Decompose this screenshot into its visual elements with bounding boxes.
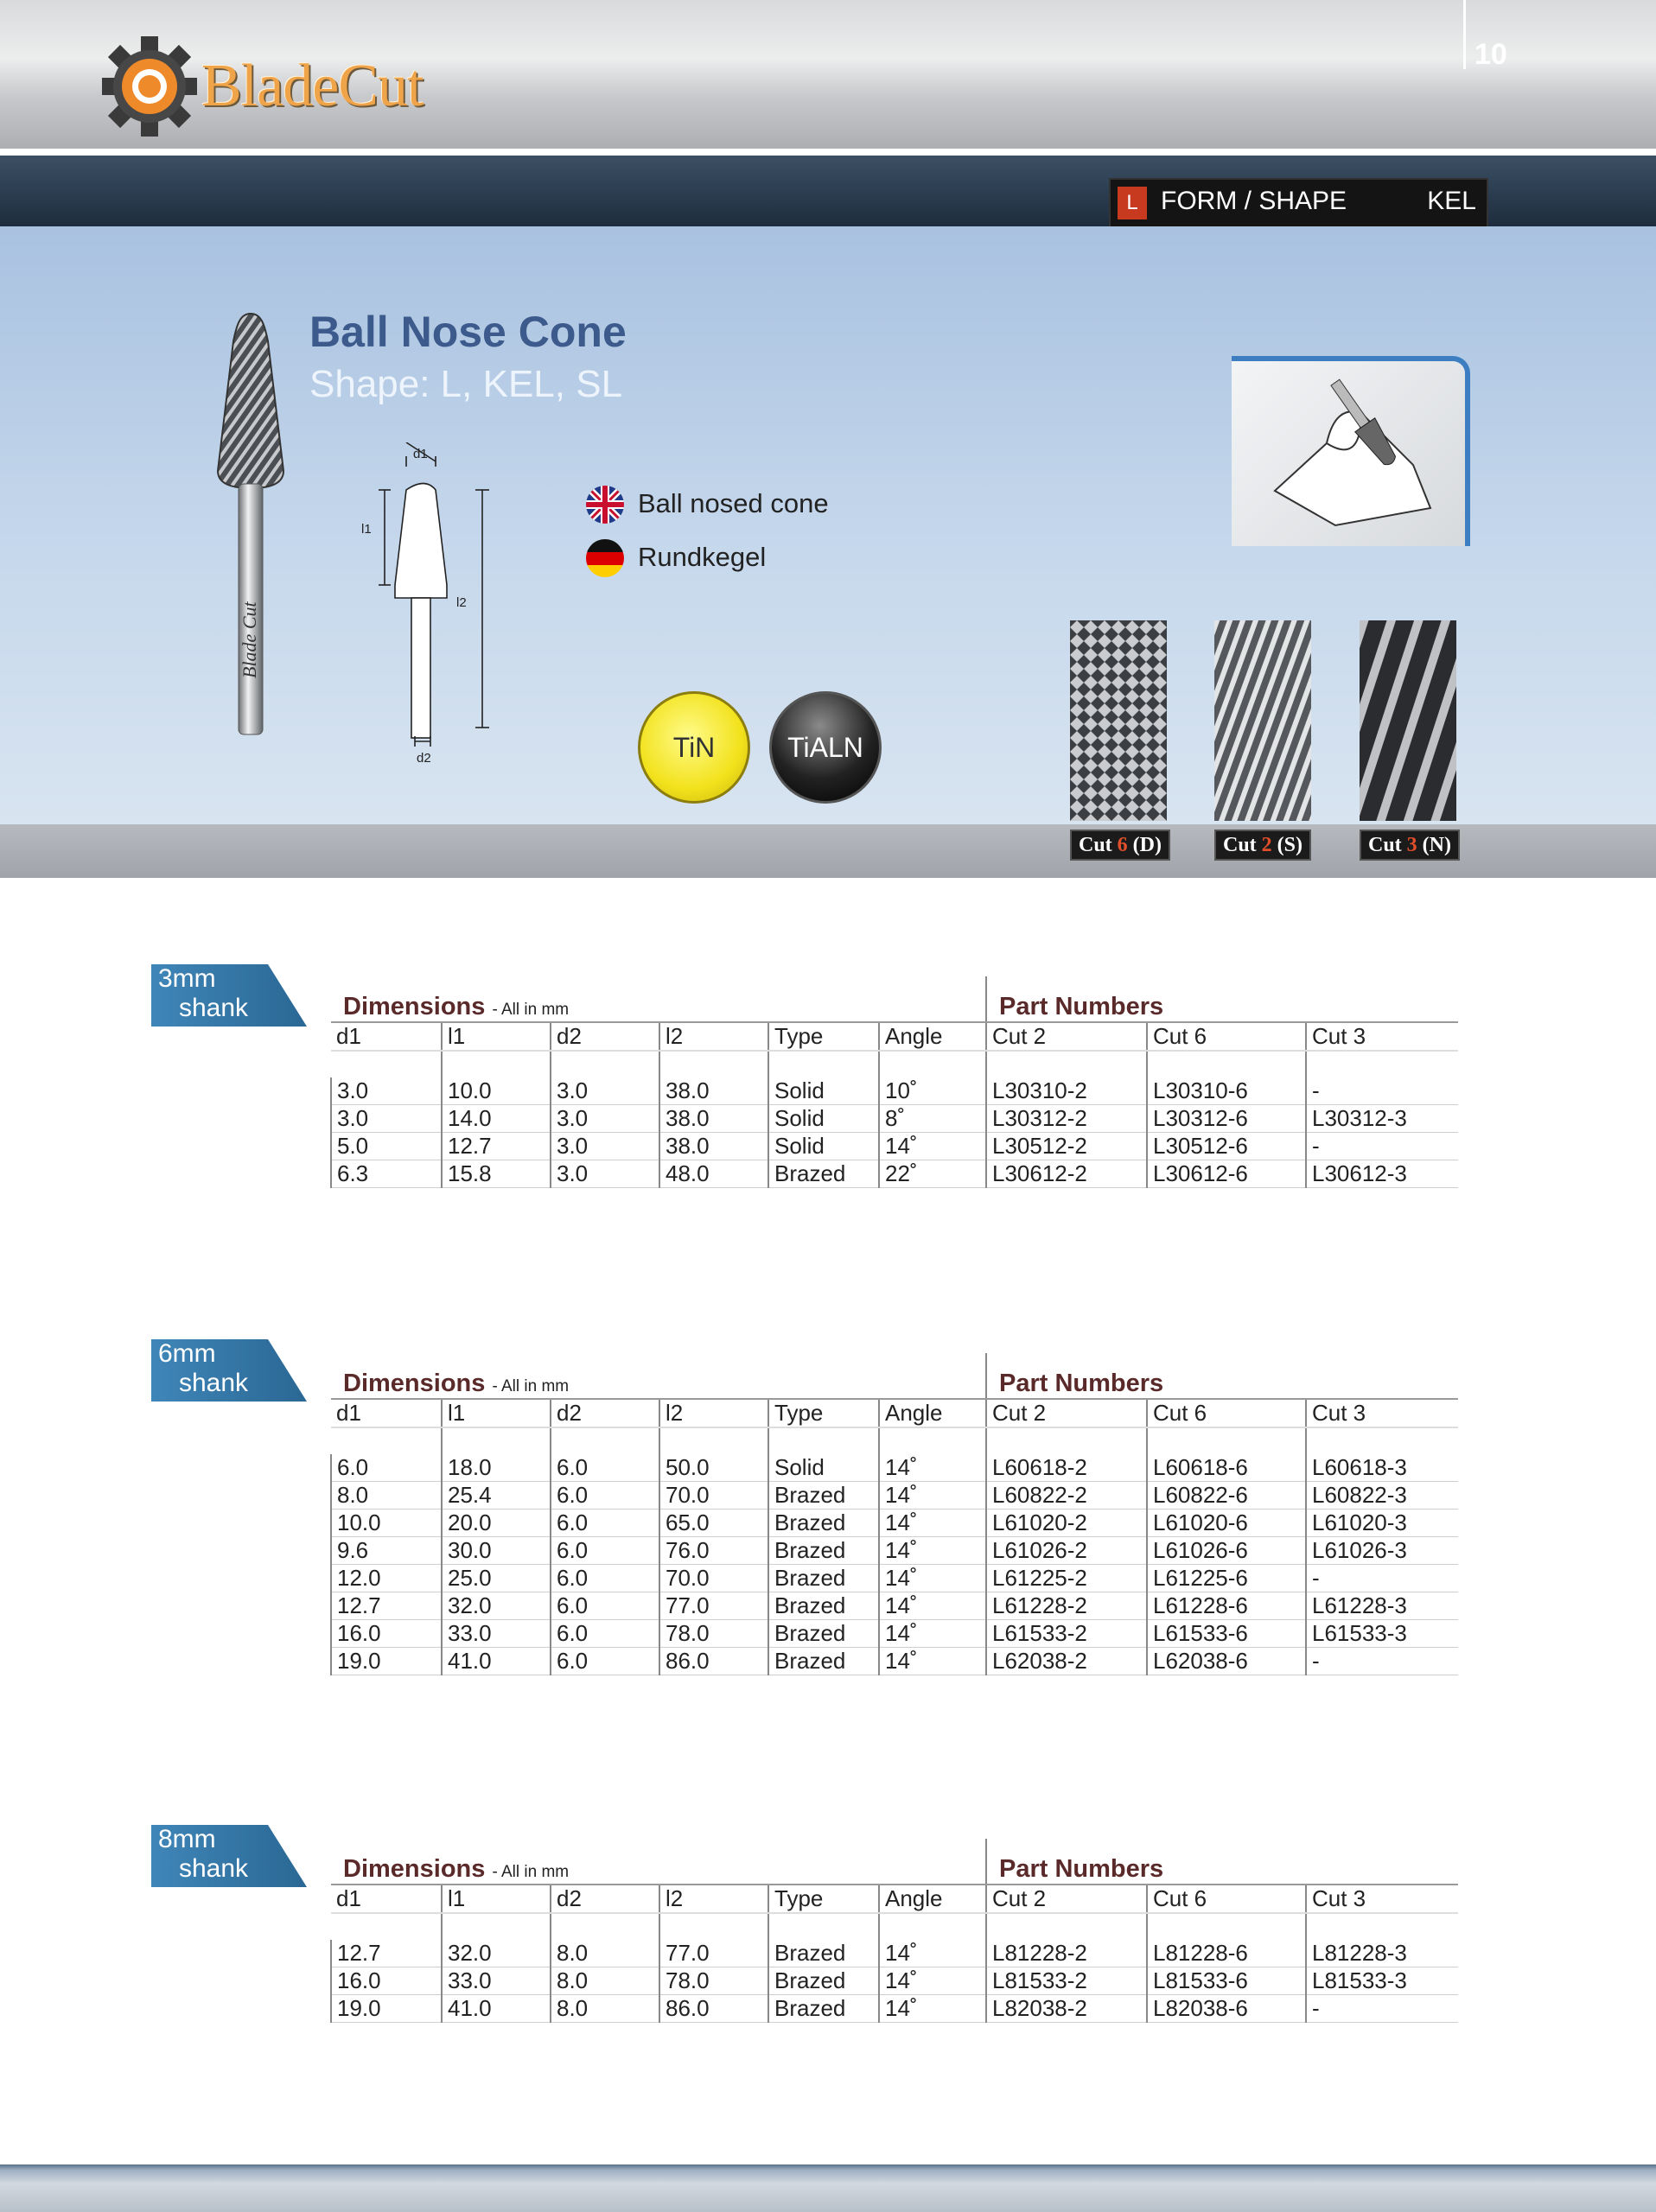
part-number-cell: L81228-3 [1306,1940,1458,1967]
dimension-cell: Solid [768,1454,879,1482]
part-number-cell: L61533-2 [986,1620,1147,1648]
page-number: 10 [1474,38,1507,71]
dimension-cell: 6.0 [551,1620,659,1648]
dimension-cell: 14˚ [879,1940,986,1967]
column-header: l2 [659,1885,768,1913]
dimension-cell: 3.0 [551,1160,659,1188]
part-number-cell: L61533-3 [1306,1620,1458,1648]
part-number-cell: L82038-6 [1147,1995,1306,2023]
dimension-cell: 6.0 [551,1565,659,1592]
dimension-cell: 12.0 [331,1565,442,1592]
label-d1: d1 [413,447,428,461]
germany-flag-icon [586,539,624,577]
part-number-cell: L62038-6 [1147,1648,1306,1675]
dimension-cell: 33.0 [442,1967,551,1995]
dimension-cell: 3.0 [551,1133,659,1160]
dimension-cell: 14˚ [879,1592,986,1620]
dimension-cell: 9.6 [331,1537,442,1565]
part-number-cell: L61026-6 [1147,1537,1306,1565]
application-illustration [1232,356,1470,546]
part-number-cell: - [1306,1565,1458,1592]
dimension-cell: 14.0 [442,1105,551,1133]
dimension-cell: 77.0 [659,1940,768,1967]
dimension-cell: 6.0 [551,1537,659,1565]
dimension-cell: 18.0 [442,1454,551,1482]
dimension-cell: 48.0 [659,1160,768,1188]
dimension-cell: 3.0 [331,1105,442,1133]
part-number-cell: L30312-2 [986,1105,1147,1133]
dimension-cell: 22˚ [879,1160,986,1188]
cut-3-label: Cut 3 (N) [1360,830,1460,861]
dimension-cell: 6.0 [331,1454,442,1482]
dimension-cell: Brazed [768,1537,879,1565]
table-row [331,1620,1458,1648]
part-number-cell: L60618-6 [1147,1454,1306,1482]
column-header: Cut 3 [1306,1022,1458,1051]
dimension-cell: 8.0 [551,1967,659,1995]
table-row [331,1995,1458,2023]
dimension-cell: 12.7 [442,1133,551,1160]
dimensions-table [330,1353,1458,1675]
language-english: Ball nosed cone [638,488,829,518]
table-row [331,1537,1458,1565]
dimension-cell: 14˚ [879,1620,986,1648]
column-header: d1 [331,1399,442,1427]
part-numbers-heading: Part Numbers [986,1353,1458,1399]
table-row [331,1133,1458,1160]
part-number-cell: L30310-2 [986,1077,1147,1105]
part-number-cell: L60822-2 [986,1482,1147,1510]
cut-2-photo [1214,620,1311,821]
dimension-cell: 30.0 [442,1537,551,1565]
column-header: Cut 2 [986,1399,1147,1427]
dimension-cell: 6.0 [551,1482,659,1510]
dimension-cell: Brazed [768,1160,879,1188]
table-row [331,1940,1458,1967]
table-row [331,1105,1458,1133]
dimension-cell: Brazed [768,1510,879,1537]
dimension-diagram [354,442,493,771]
dimension-cell: Brazed [768,1565,879,1592]
part-number-cell: L60618-3 [1306,1454,1458,1482]
column-header: l1 [442,1399,551,1427]
dimension-cell: 38.0 [659,1105,768,1133]
language-german: Rundkegel [638,542,767,572]
dimension-cell: 6.0 [551,1648,659,1675]
dimension-cell: 32.0 [442,1940,551,1967]
column-header: Angle [879,1399,986,1427]
dimension-cell: 41.0 [442,1648,551,1675]
dimension-cell: 65.0 [659,1510,768,1537]
dimension-cell: 3.0 [551,1105,659,1133]
dimension-cell: Solid [768,1105,879,1133]
product-subtitle: Shape: L, KEL, SL [309,363,623,405]
product-title: Ball Nose Cone [309,308,627,356]
dimension-cell: Brazed [768,1967,879,1995]
dimension-cell: 10˚ [879,1077,986,1105]
shank-size: 3mm [158,964,216,993]
column-header: Angle [879,1885,986,1913]
dimension-cell: 86.0 [659,1648,768,1675]
dimension-cell: Brazed [768,1995,879,2023]
column-header: Cut 6 [1147,1399,1306,1427]
label-l1: l1 [361,522,372,537]
table-row [331,1510,1458,1537]
dimension-cell: 10.0 [442,1077,551,1105]
dimension-cell: 15.8 [442,1160,551,1188]
dimension-cell: 6.0 [551,1592,659,1620]
dimension-cell: 14˚ [879,1133,986,1160]
part-number-cell: L30312-3 [1306,1105,1458,1133]
dimension-cell: 77.0 [659,1592,768,1620]
label-d2: d2 [417,751,431,766]
part-number-cell: - [1306,1648,1458,1675]
dimensions-heading: Dimensions - All in mm [331,1839,986,1885]
column-header: Cut 3 [1306,1885,1458,1913]
dimension-cell: 16.0 [331,1967,442,1995]
dimension-cell: 14˚ [879,1995,986,2023]
part-number-cell: L61228-6 [1147,1592,1306,1620]
form-label: FORM / SHAPE [1161,187,1347,215]
part-number-cell: L61533-6 [1147,1620,1306,1648]
part-number-cell: L81533-6 [1147,1967,1306,1995]
dimension-cell: 8˚ [879,1105,986,1133]
part-number-cell: L61026-2 [986,1537,1147,1565]
column-header: d1 [331,1022,442,1051]
form-shape-badge [1109,178,1488,228]
dimension-cell: Brazed [768,1482,879,1510]
dimension-cell: 78.0 [659,1967,768,1995]
dimension-cell: 14˚ [879,1537,986,1565]
column-header: Type [768,1399,879,1427]
shank-word: shank [179,994,249,1022]
part-number-cell: L30512-6 [1147,1133,1306,1160]
part-number-cell: L61020-3 [1306,1510,1458,1537]
column-header: l2 [659,1399,768,1427]
table-row [331,1454,1458,1482]
table-row [331,1592,1458,1620]
part-number-cell: L60822-6 [1147,1482,1306,1510]
table-row [331,1648,1458,1675]
column-header: Cut 2 [986,1022,1147,1051]
column-header: Type [768,1885,879,1913]
part-number-cell: L30612-2 [986,1160,1147,1188]
dimension-cell: 8.0 [551,1995,659,2023]
column-header: d1 [331,1885,442,1913]
part-numbers-heading: Part Numbers [986,1839,1458,1885]
dimension-cell: 25.4 [442,1482,551,1510]
part-numbers-heading: Part Numbers [986,976,1458,1022]
shank-engraving: Blade Cut [239,601,260,678]
dimension-cell: 70.0 [659,1565,768,1592]
dimension-cell: 6.0 [551,1454,659,1482]
dimension-cell: 38.0 [659,1077,768,1105]
dimension-cell: 3.0 [551,1077,659,1105]
part-number-cell: L81533-3 [1306,1967,1458,1995]
column-header: l1 [442,1885,551,1913]
dimension-cell: 10.0 [331,1510,442,1537]
part-number-cell: L61228-3 [1306,1592,1458,1620]
part-number-cell: - [1306,1077,1458,1105]
part-number-cell: L30310-6 [1147,1077,1306,1105]
dimension-cell: 25.0 [442,1565,551,1592]
part-number-cell: L60822-3 [1306,1482,1458,1510]
dimension-cell: 41.0 [442,1995,551,2023]
dimension-cell: 86.0 [659,1995,768,2023]
dimensions-heading: Dimensions - All in mm [331,976,986,1022]
column-header: Cut 2 [986,1885,1147,1913]
part-number-cell: L61225-2 [986,1565,1147,1592]
part-number-cell: L81228-2 [986,1940,1147,1967]
table-row [331,1565,1458,1592]
table-row [331,1967,1458,1995]
part-number-cell: - [1306,1133,1458,1160]
shank-size: 6mm [158,1339,216,1368]
part-number-cell: L61225-6 [1147,1565,1306,1592]
part-number-cell: L81533-2 [986,1967,1147,1995]
table-row [331,1482,1458,1510]
dimension-cell: 3.0 [331,1077,442,1105]
column-header: Cut 6 [1147,1885,1306,1913]
shank-word: shank [179,1369,249,1397]
part-number-cell: L61228-2 [986,1592,1147,1620]
column-header: Cut 6 [1147,1022,1306,1051]
dimension-cell: 14˚ [879,1648,986,1675]
part-number-cell: L62038-2 [986,1648,1147,1675]
dimensions-table [330,976,1458,1188]
column-header: Type [768,1022,879,1051]
dimension-cell: Solid [768,1133,879,1160]
dimension-cell: 19.0 [331,1995,442,2023]
part-number-cell: L61026-3 [1306,1537,1458,1565]
form-letter: L [1118,187,1147,219]
page-number-divider [1463,0,1466,69]
column-header: d2 [551,1399,659,1427]
part-number-cell: L61020-6 [1147,1510,1306,1537]
cut-6-photo [1070,620,1167,821]
dimension-cell: 8.0 [331,1482,442,1510]
header-divider [0,149,1656,154]
dimension-cell: 14˚ [879,1510,986,1537]
page-footer-bar [0,2164,1656,2212]
shank-size: 8mm [158,1825,216,1853]
dimension-cell: 6.0 [551,1510,659,1537]
part-number-cell: L82038-2 [986,1995,1147,2023]
shank-word: shank [179,1854,249,1883]
dimension-cell: Solid [768,1077,879,1105]
part-number-cell: L30312-6 [1147,1105,1306,1133]
gear-icon [102,28,197,149]
cut-3-photo [1360,620,1456,821]
shank-tag [151,1825,307,1887]
column-header: l2 [659,1022,768,1051]
part-number-cell: L30512-2 [986,1133,1147,1160]
dimension-cell: 14˚ [879,1482,986,1510]
column-header: d2 [551,1885,659,1913]
uk-flag-icon [586,486,624,524]
column-header: Cut 3 [1306,1399,1458,1427]
table-row [331,1077,1458,1105]
dimension-cell: Brazed [768,1940,879,1967]
dimension-cell: 33.0 [442,1620,551,1648]
dimension-cell: Brazed [768,1620,879,1648]
dimension-cell: 20.0 [442,1510,551,1537]
cut-6-label: Cut 6 (D) [1070,830,1170,861]
cut-2-label: Cut 2 (S) [1214,830,1311,861]
part-number-cell: L30612-3 [1306,1160,1458,1188]
dimension-cell: 8.0 [551,1940,659,1967]
form-code: KEL [1427,187,1476,215]
dimension-cell: 14˚ [879,1967,986,1995]
dimension-cell: 6.3 [331,1160,442,1188]
column-header: d2 [551,1022,659,1051]
shank-tag [151,1339,307,1402]
part-number-cell: - [1306,1995,1458,2023]
dimension-cell: 76.0 [659,1537,768,1565]
dimensions-heading: Dimensions - All in mm [331,1353,986,1399]
dimension-cell: 12.7 [331,1592,442,1620]
label-l2: l2 [456,595,467,610]
dimension-cell: 38.0 [659,1133,768,1160]
dimension-cell: 19.0 [331,1648,442,1675]
burr-photo [207,307,294,739]
shank-tag [151,964,307,1027]
dimension-cell: Brazed [768,1592,879,1620]
dimension-cell: 16.0 [331,1620,442,1648]
table-row [331,1160,1458,1188]
dimension-cell: 78.0 [659,1620,768,1648]
dimension-cell: 32.0 [442,1592,551,1620]
dimension-cell: 14˚ [879,1565,986,1592]
part-number-cell: L81228-6 [1147,1940,1306,1967]
column-header: Angle [879,1022,986,1051]
coating-tin-badge: TiN [638,691,750,804]
dimension-cell: 12.7 [331,1940,442,1967]
dimension-cell: Brazed [768,1648,879,1675]
part-number-cell: L60618-2 [986,1454,1147,1482]
bladecut-logo [102,28,465,149]
dimension-cell: 5.0 [331,1133,442,1160]
dimensions-table [330,1839,1458,2023]
dimension-cell: 50.0 [659,1454,768,1482]
coating-tialn-badge: TiALN [769,691,882,804]
column-header: l1 [442,1022,551,1051]
dimension-cell: 70.0 [659,1482,768,1510]
workpiece-icon [1232,361,1465,546]
brand-wordmark: BladeCut [201,53,424,119]
part-number-cell: L30612-6 [1147,1160,1306,1188]
part-number-cell: L61020-2 [986,1510,1147,1537]
dimension-cell: 14˚ [879,1454,986,1482]
